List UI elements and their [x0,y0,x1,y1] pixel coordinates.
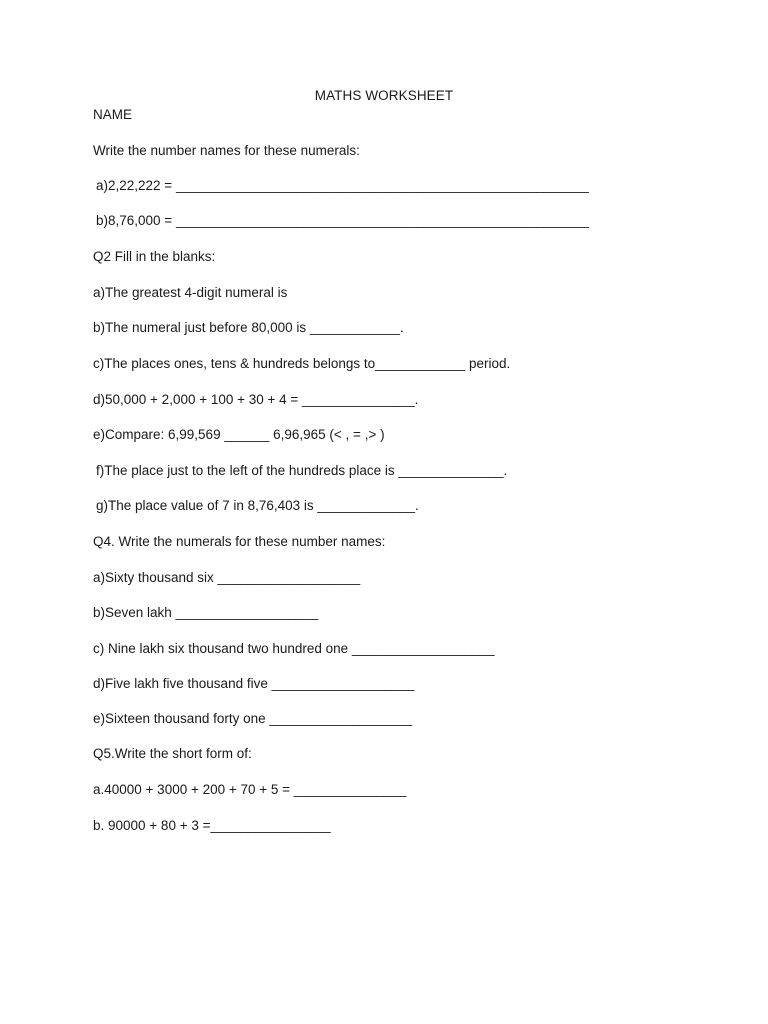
q2-item-d: d)50,000 + 2,000 + 100 + 30 + 4 = _______________. [93,392,419,407]
q4-item-c: c) Nine lakh six thousand two hundred one ___________________ [93,641,495,656]
q2-item-c: c)The places ones, tens & hundreds belongs to____________ period. [93,356,511,371]
q5-heading: Q5.Write the short form of: [93,746,252,761]
q1-item-b: b)8,76,000 = _______________________________________________________ [96,213,589,228]
q1-heading: Write the number names for these numerals: [93,143,360,158]
q2-heading: Q2 Fill in the blanks: [93,249,216,264]
q2-item-f: f)The place just to the left of the hundreds place is ______________. [96,463,508,478]
page-title: MATHS WORKSHEET [314,88,454,103]
q4-item-a: a)Sixty thousand six ___________________ [93,570,361,585]
q4-item-e: e)Sixteen thousand forty one ___________________ [93,711,413,726]
q1-item-a: a)2,22,222 = _______________________________________________________ [96,178,589,193]
q2-item-b: b)The numeral just before 80,000 is ____________. [93,320,404,335]
q4-item-b: b)Seven lakh ___________________ [93,605,319,620]
q5-item-b: b. 90000 + 80 + 3 =________________ [93,818,331,833]
name-label: NAME [93,107,133,122]
q5-item-a: a.40000 + 3000 + 200 + 70 + 5 = _______________ [93,782,407,797]
q2-item-e: e)Compare: 6,99,569 ______ 6,96,965 (< , = ,> ) [93,427,385,442]
q2-item-a: a)The greatest 4-digit numeral is [93,285,288,300]
q4-item-d: d)Five lakh five thousand five ___________________ [93,676,415,691]
q2-item-g: g)The place value of 7 in 8,76,403 is _____________. [96,498,419,513]
q4-heading: Q4. Write the numerals for these number names: [93,534,386,549]
